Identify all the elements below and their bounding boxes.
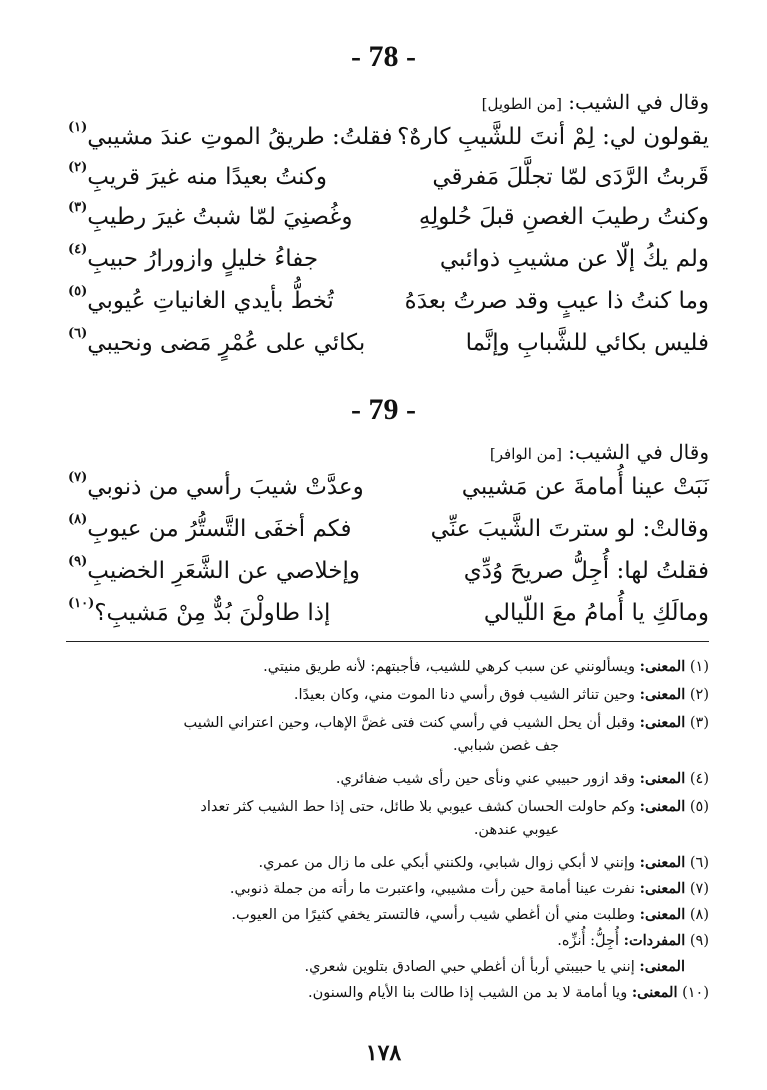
footnote-text: وطلبت مني أن أغطي شيب رأسي، فالتستر يخفي كثيرًا من العيوب. xyxy=(231,907,635,923)
footnote-ref: (٧) xyxy=(68,470,88,485)
footnote-label: المعنى: xyxy=(639,658,686,675)
footnote-continuation: جف غصن شبابي. xyxy=(452,738,559,754)
footnote-1 xyxy=(49,655,709,679)
verse-first-hemistich: قَربتُ الرَّدَى لمّا تجلَّلَ مَفرقي xyxy=(432,164,709,190)
footnote-number: (٣) xyxy=(689,715,709,731)
verse-second-hemistich: فقلتُ: طريقُ الموتِ عندَ مشيبي$^{(١)}$ xyxy=(68,120,393,150)
verse-first-hemistich: يقولون لي: لِمْ أنتَ للشَّيبِ كارهٌ؟ xyxy=(397,124,709,150)
poem-heading-78 xyxy=(482,90,709,114)
verse-first-hemistich: نَبَتْ عينا أُمامةَ عن مَشيبي xyxy=(461,474,709,500)
footnote-text: وقد ازور حبيبي عني ونأى حين رأى شيب ضفائري. xyxy=(335,771,635,787)
footnote-label: المعنى: xyxy=(639,686,686,703)
footnote-ref: (٥) xyxy=(68,284,88,299)
footnote-8 xyxy=(49,903,709,927)
verse-10 xyxy=(68,596,709,638)
verse-6 xyxy=(68,326,709,368)
footnote-number: (٨) xyxy=(689,907,709,923)
footnote-label: المعنى: xyxy=(639,714,686,731)
verse-second-hemistich: تُخطُّ بأيدي الغانياتِ عُيوبي$^{(٥)}$ xyxy=(68,284,334,314)
meter-label: [من الوافر] xyxy=(489,445,562,463)
footnote-number: (٩) xyxy=(689,933,709,949)
footnote-text: وقبل أن يحل الشيب في رأسي كنت فتى غضَّ الإهاب، وحين اعتراني الشيب xyxy=(183,715,635,731)
footnote-5 xyxy=(49,795,709,842)
verse-first-hemistich: وقالتْ: لو سترتَ الشَّيبَ عنِّي xyxy=(430,516,709,542)
verse-5 xyxy=(68,284,709,326)
footnote-number: (٧) xyxy=(689,881,709,897)
footnote-2 xyxy=(49,683,709,707)
footnote-9 xyxy=(49,929,709,953)
footnote-text: نفرت عينا أمامة حين رأت مشيبي، واعتبرت ما رأته من جملة ذنوبي. xyxy=(229,881,635,897)
footnote-4 xyxy=(49,767,709,791)
footnote-ref: (٢) xyxy=(68,160,88,175)
footnote-label: المعنى: xyxy=(639,770,686,787)
footnote-text: ويسألونني عن سبب كرهي للشيب، فأجبتهم: لأنه طريق منيتي. xyxy=(263,659,635,675)
verse-first-hemistich: فليس بكائي للشَّبابِ وإنَّما xyxy=(465,330,709,356)
footnote-ref: (٦) xyxy=(68,326,88,341)
verse-4 xyxy=(68,242,709,284)
heading-text: وقال في الشيب: xyxy=(568,440,709,464)
verse-second-hemistich: جفاءُ خليلٍ وازورارُ حبيبِ$^{(٤)}$ xyxy=(68,242,319,272)
footnote-text: وإنني لا أبكي زوال شبابي، ولكنني أبكي على ما زال من عمري. xyxy=(258,855,635,871)
verse-second-hemistich: وغُصنِيَ لمّا شبتُ غيرَ رطيبِ$^{(٣)}$ xyxy=(68,200,353,230)
page-number: ١٧٨ xyxy=(365,1040,402,1066)
footnote-label: المعنى: xyxy=(639,854,686,871)
verse-2 xyxy=(68,160,709,202)
footnote-ref: (٣) xyxy=(68,200,88,215)
verse-second-hemistich: بكائي على عُمْرٍ مَضى ونحيبي$^{(٦)}$ xyxy=(68,326,366,356)
footnote-number: (١٠) xyxy=(682,985,709,1001)
footnote-10 xyxy=(49,981,709,1005)
verse-second-hemistich: وعدَّتْ شيبَ رأسي من ذنوبي$^{(٧)}$ xyxy=(68,470,364,500)
footnote-text: إنني يا حبيبتي أربأ أن أغطي حبي الصادق بتلوين شعري. xyxy=(304,959,635,975)
footnote-text: أُجِلُّ: أُنزِّه. xyxy=(557,933,619,949)
footnote-number: (٥) xyxy=(689,799,709,815)
verse-8 xyxy=(68,512,709,554)
footnote-3 xyxy=(49,711,709,758)
footnote-label: المفردات: xyxy=(623,932,686,949)
footnote-ref: (٩) xyxy=(68,554,88,569)
footnote-number: (١) xyxy=(689,659,709,675)
footnote-label: المعنى: xyxy=(639,880,686,897)
poem-heading-79 xyxy=(490,440,709,464)
footnote-6 xyxy=(49,851,709,875)
footnote-number: (٦) xyxy=(689,855,709,871)
footnote-text: وكم حاولت الحسان كشف عيوبي بلا طائل، حتى إذا حط الشيب كثر تعداد xyxy=(200,799,635,815)
footnote-label: المعنى: xyxy=(639,958,685,975)
footnote-number: (٢) xyxy=(689,687,709,703)
footnote-number: (٤) xyxy=(689,771,709,787)
verse-second-hemistich: وإخلاصي عن الشَّعَرِ الخضيبِ$^{(٩)}$ xyxy=(68,554,361,584)
meter-label: [من الطويل] xyxy=(481,95,562,113)
footnote-divider xyxy=(66,641,709,642)
footnote-ref: (٨) xyxy=(68,512,88,527)
verse-first-hemistich: وكنتُ رطيبَ الغصنِ قبلَ حُلولِهِ xyxy=(418,204,709,230)
verse-first-hemistich: وما كنتُ ذا عيبٍ وقد صرتُ بعدَهُ xyxy=(404,288,709,314)
verse-first-hemistich: ومالَكِ يا أُمامُ معَ اللّيالي xyxy=(483,600,709,626)
footnote-label: المعنى: xyxy=(639,798,686,815)
verse-1 xyxy=(68,120,709,162)
verse-first-hemistich: ولم يكُ إلّا عن مشيبِ ذوائبي xyxy=(439,246,709,272)
poem-number-78: - 78 - xyxy=(351,40,416,73)
footnote-ref: (١٠) xyxy=(68,596,95,611)
footnote-continuation: عيوبي عندهن. xyxy=(473,822,559,838)
footnote-ref: (٤) xyxy=(68,242,88,257)
heading-text: وقال في الشيب: xyxy=(568,90,709,114)
verse-3 xyxy=(68,200,709,242)
footnote-ref: (١) xyxy=(68,120,88,135)
verse-9 xyxy=(68,554,709,596)
footnote-label: المعنى: xyxy=(631,984,678,1001)
footnote-text: وحين تناثر الشيب فوق رأسي دنا الموت مني، وكان بعيدًا. xyxy=(293,687,635,703)
footnote-7 xyxy=(49,877,709,901)
verse-second-hemistich: وكنتُ بعيدًا منه غيرَ قريبِ$^{(٢)}$ xyxy=(68,160,327,190)
verse-first-hemistich: فقلتُ لها: أُجِلُّ صريحَ وُدِّي xyxy=(463,558,709,584)
poem-number-79: - 79 - xyxy=(351,393,416,426)
verse-7 xyxy=(68,470,709,512)
footnote-text: ويا أمامة لا بد من الشيب إذا طالت بنا الأيام والسنون. xyxy=(308,985,628,1001)
verse-second-hemistich: فكم أخفَى التَّستُّرُ من عيوبِ$^{(٨)}$ xyxy=(68,512,352,542)
verse-second-hemistich: إذا طاولْنَ بُدٌّ مِنْ مَشيبِ؟$^{(١٠)}$ xyxy=(68,596,331,626)
footnote-label: المعنى: xyxy=(639,906,686,923)
footnote-9-meaning xyxy=(49,955,685,979)
